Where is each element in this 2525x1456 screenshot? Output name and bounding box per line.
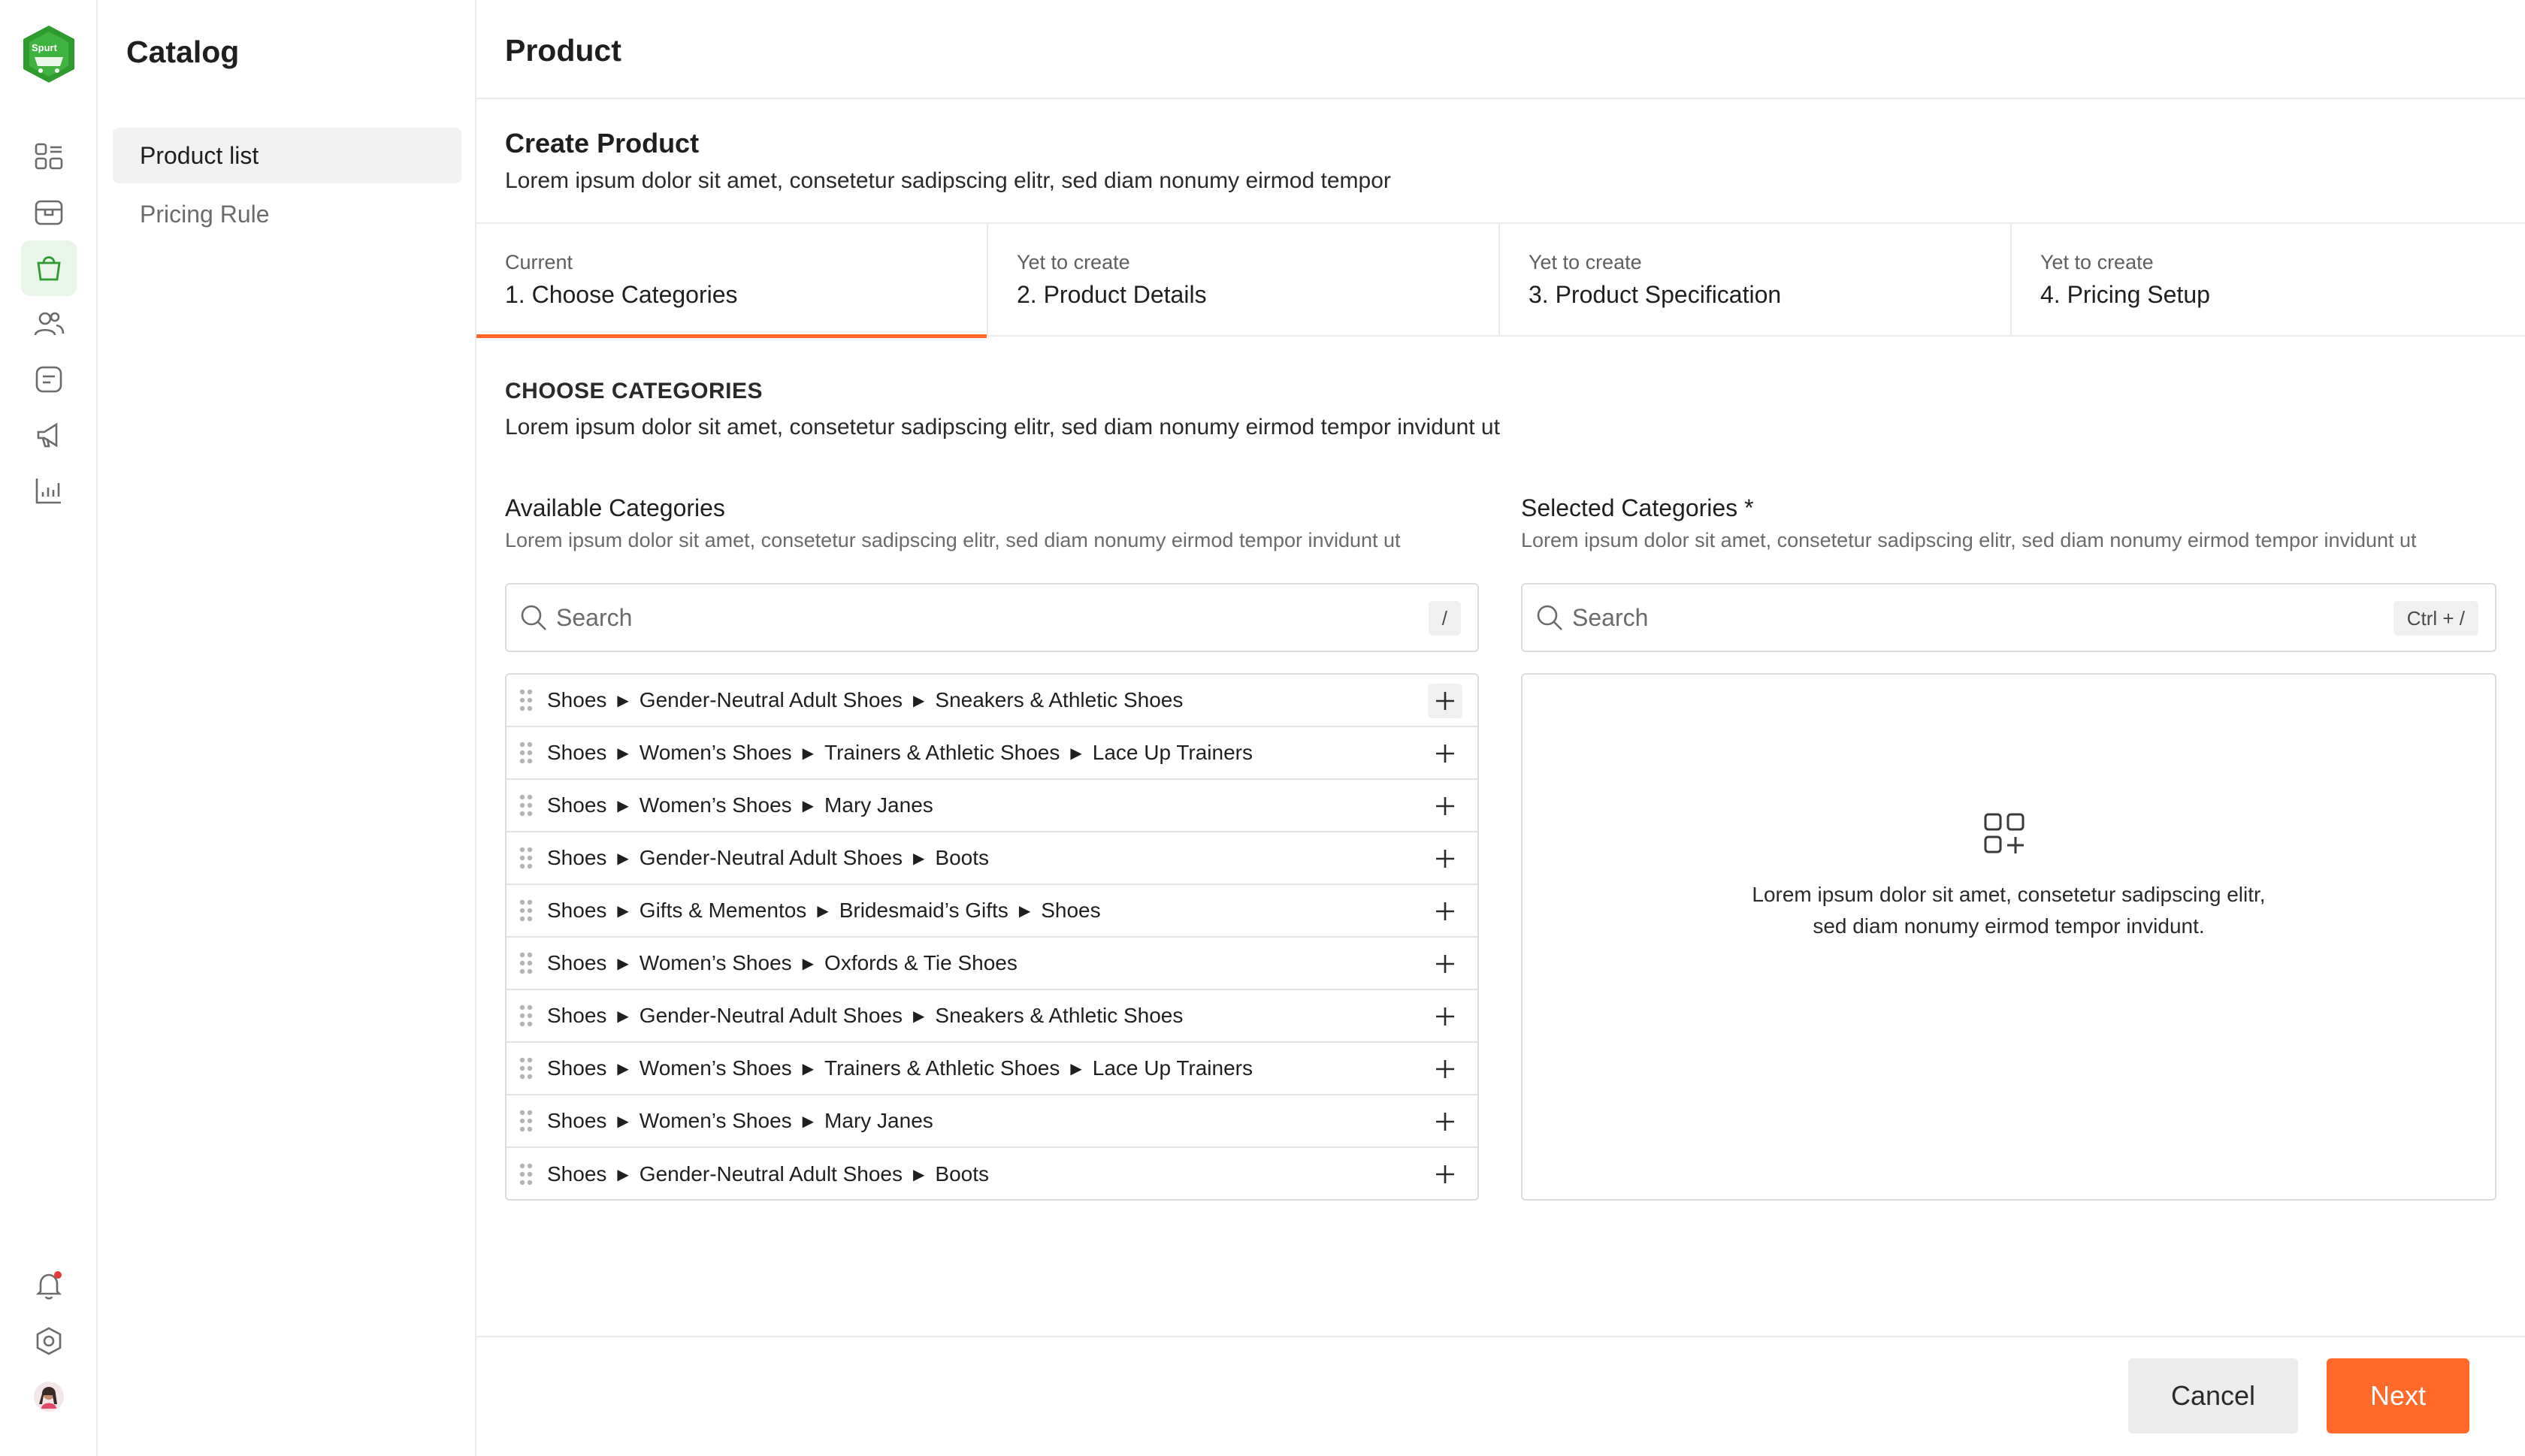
category-path-segment: Gender-Neutral Adult Shoes bbox=[639, 688, 903, 711]
drag-handle-icon[interactable] bbox=[517, 898, 535, 923]
search-shortcut-hint: Ctrl + / bbox=[2393, 601, 2478, 636]
add-category-button[interactable] bbox=[1428, 736, 1462, 771]
add-category-button[interactable] bbox=[1428, 684, 1462, 718]
drag-handle-icon[interactable] bbox=[517, 1108, 535, 1134]
plus-icon bbox=[1434, 1005, 1456, 1028]
plus-icon bbox=[1434, 742, 1456, 765]
shopping-bag-icon[interactable] bbox=[21, 240, 77, 296]
caret-right-icon: ▶ bbox=[913, 1007, 925, 1025]
category-path-segment: Women’s Shoes bbox=[639, 1056, 792, 1080]
category-path-segment: Women’s Shoes bbox=[639, 741, 792, 764]
users-icon[interactable] bbox=[21, 296, 77, 352]
step-pricing-setup[interactable] bbox=[2012, 224, 2523, 337]
analytics-icon[interactable] bbox=[21, 463, 77, 518]
plus-icon bbox=[1434, 953, 1456, 975]
category-path-segment: Gifts & Mementos bbox=[639, 899, 807, 922]
create-product-subtitle: Lorem ipsum dolor sit amet, consetetur sadipscing elitr, sed diam nonumy eirmod tempor bbox=[505, 168, 1391, 193]
category-path-segment: Boots bbox=[935, 846, 990, 869]
category-path bbox=[547, 1056, 1253, 1080]
spurt-logo[interactable] bbox=[21, 24, 77, 84]
plus-icon bbox=[1434, 1110, 1456, 1133]
caret-right-icon: ▶ bbox=[617, 1007, 629, 1025]
category-row[interactable] bbox=[507, 832, 1477, 885]
step-label: 4. Pricing Setup bbox=[2040, 281, 2210, 308]
caret-right-icon: ▶ bbox=[802, 1060, 815, 1077]
step-choose-categories[interactable] bbox=[476, 224, 988, 337]
top-bar bbox=[476, 0, 2525, 99]
plus-icon bbox=[1434, 900, 1456, 923]
drag-handle-icon[interactable] bbox=[517, 1003, 535, 1029]
main-content bbox=[476, 0, 2525, 1456]
step-status: Current bbox=[505, 251, 573, 273]
category-path-segment: Gender-Neutral Adult Shoes bbox=[639, 846, 903, 869]
add-category-button[interactable] bbox=[1428, 894, 1462, 929]
create-product-title: Create Product bbox=[505, 128, 700, 159]
selected-search-box bbox=[1521, 583, 2496, 652]
sidebar-item-pricing-rule[interactable] bbox=[113, 186, 461, 242]
drag-handle-icon[interactable] bbox=[517, 1056, 535, 1081]
caret-right-icon: ▶ bbox=[1070, 1060, 1082, 1077]
icon-rail bbox=[0, 0, 98, 1456]
category-path-segment: Gender-Neutral Adult Shoes bbox=[639, 1162, 903, 1186]
step-label: 1. Choose Categories bbox=[505, 281, 738, 308]
category-path bbox=[547, 741, 1253, 765]
search-icon bbox=[519, 603, 549, 633]
category-row[interactable] bbox=[507, 938, 1477, 990]
category-path-segment: Sneakers & Athletic Shoes bbox=[935, 1004, 1184, 1027]
drag-handle-icon[interactable] bbox=[517, 687, 535, 713]
step-label: 2. Product Details bbox=[1017, 281, 1207, 308]
category-path-segment: Trainers & Athletic Shoes bbox=[824, 1056, 1060, 1080]
category-path-segment: Shoes bbox=[547, 688, 607, 711]
caret-right-icon: ▶ bbox=[617, 955, 629, 972]
plus-icon bbox=[1434, 795, 1456, 817]
section-title: CHOOSE CATEGORIES bbox=[505, 379, 763, 403]
category-path-segment: Mary Janes bbox=[824, 1109, 933, 1132]
step-product-details[interactable] bbox=[988, 224, 1500, 337]
category-path-segment: Women’s Shoes bbox=[639, 1109, 792, 1132]
plus-icon bbox=[1434, 1058, 1456, 1080]
cancel-button[interactable]: Cancel bbox=[2128, 1358, 2298, 1433]
caret-right-icon: ▶ bbox=[1070, 745, 1082, 762]
page-title: Product bbox=[505, 33, 621, 68]
category-path-segment: Women’s Shoes bbox=[639, 951, 792, 974]
available-categories-title: Available Categories bbox=[505, 494, 725, 521]
caret-right-icon: ▶ bbox=[617, 1113, 629, 1130]
category-path bbox=[547, 1109, 933, 1133]
category-row[interactable] bbox=[507, 990, 1477, 1043]
caret-right-icon: ▶ bbox=[817, 902, 829, 920]
category-path bbox=[547, 1004, 1183, 1028]
caret-right-icon: ▶ bbox=[617, 850, 629, 867]
add-category-button[interactable] bbox=[1428, 947, 1462, 981]
add-category-button[interactable] bbox=[1428, 1104, 1462, 1139]
category-row[interactable] bbox=[507, 727, 1477, 780]
category-path bbox=[547, 1162, 989, 1186]
category-path-segment: Shoes bbox=[547, 1004, 607, 1027]
caret-right-icon: ▶ bbox=[802, 1113, 815, 1130]
category-path-segment: Sneakers & Athletic Shoes bbox=[935, 688, 1184, 711]
user-avatar[interactable] bbox=[21, 1369, 77, 1424]
step-label: 3. Product Specification bbox=[1529, 281, 1782, 308]
category-path-segment: Trainers & Athletic Shoes bbox=[824, 741, 1060, 764]
add-category-button[interactable] bbox=[1428, 1157, 1462, 1192]
category-row[interactable] bbox=[507, 1148, 1477, 1201]
settings-icon[interactable] bbox=[21, 1313, 77, 1369]
category-path-segment: Gender-Neutral Adult Shoes bbox=[639, 1004, 903, 1027]
step-status: Yet to create bbox=[1529, 251, 1642, 273]
caret-right-icon: ▶ bbox=[913, 850, 925, 867]
add-category-grid-icon bbox=[1981, 810, 2029, 858]
category-path-segment: Shoes bbox=[547, 846, 607, 869]
category-path-segment: Shoes bbox=[547, 1056, 607, 1080]
category-path-segment: Shoes bbox=[1041, 899, 1101, 922]
sidebar-item-product-list[interactable] bbox=[113, 128, 461, 183]
category-row[interactable] bbox=[507, 780, 1477, 832]
drag-handle-icon[interactable] bbox=[517, 950, 535, 976]
add-category-button[interactable] bbox=[1428, 789, 1462, 823]
step-status: Yet to create bbox=[2040, 251, 2154, 273]
available-categories-subtitle: Lorem ipsum dolor sit amet, consetetur sadipscing elitr, sed diam nonumy eirmod tempor invidunt ut bbox=[505, 529, 1401, 551]
section-subtitle: Lorem ipsum dolor sit amet, consetetur sadipscing elitr, sed diam nonumy eirmod tempor invidunt ut bbox=[505, 415, 1500, 440]
category-path-segment: Shoes bbox=[547, 899, 607, 922]
caret-right-icon: ▶ bbox=[617, 1060, 629, 1077]
step-product-specification[interactable] bbox=[1500, 224, 2012, 337]
drag-handle-icon[interactable] bbox=[517, 845, 535, 871]
available-categories-list bbox=[505, 673, 1479, 1201]
empty-state-text bbox=[1523, 879, 2495, 942]
content-icon[interactable] bbox=[21, 352, 77, 407]
category-path-segment: Bridesmaid’s Gifts bbox=[839, 899, 1008, 922]
caret-right-icon: ▶ bbox=[802, 745, 815, 762]
selected-categories-title: Selected Categories * bbox=[1521, 494, 1754, 521]
caret-right-icon: ▶ bbox=[913, 1166, 925, 1183]
category-row[interactable] bbox=[507, 675, 1477, 727]
search-icon bbox=[1535, 603, 1565, 633]
plus-icon bbox=[1434, 1163, 1456, 1186]
category-path-segment: Shoes bbox=[547, 1162, 607, 1186]
category-path-segment: Shoes bbox=[547, 951, 607, 974]
drag-handle-icon[interactable] bbox=[517, 1161, 535, 1187]
category-path-segment: Shoes bbox=[547, 1109, 607, 1132]
category-row[interactable] bbox=[507, 885, 1477, 938]
caret-right-icon: ▶ bbox=[617, 902, 629, 920]
footer-actions bbox=[476, 1336, 2525, 1456]
caret-right-icon: ▶ bbox=[802, 797, 815, 814]
category-path-segment: Mary Janes bbox=[824, 793, 933, 817]
drag-handle-icon[interactable] bbox=[517, 740, 535, 766]
category-path bbox=[547, 951, 1018, 975]
category-path-segment: Lace Up Trainers bbox=[1092, 741, 1253, 764]
caret-right-icon: ▶ bbox=[1018, 902, 1031, 920]
sidebar-title: Catalog bbox=[126, 35, 240, 69]
selected-categories-empty-state bbox=[1521, 673, 2496, 1201]
plus-icon bbox=[1434, 847, 1456, 870]
category-path-segment: Women’s Shoes bbox=[639, 793, 792, 817]
category-path-segment: Shoes bbox=[547, 741, 607, 764]
category-path bbox=[547, 846, 989, 870]
available-search-box bbox=[505, 583, 1479, 652]
step-status: Yet to create bbox=[1017, 251, 1130, 273]
sidebar-item-label: Pricing Rule bbox=[140, 200, 270, 228]
category-path-segment: Oxfords & Tie Shoes bbox=[824, 951, 1018, 974]
search-shortcut-hint: / bbox=[1429, 601, 1461, 636]
category-path-segment: Shoes bbox=[547, 793, 607, 817]
caret-right-icon: ▶ bbox=[617, 1166, 629, 1183]
category-path-segment: Lace Up Trainers bbox=[1092, 1056, 1253, 1080]
category-path-segment: Boots bbox=[935, 1162, 990, 1186]
caret-right-icon: ▶ bbox=[617, 745, 629, 762]
category-path bbox=[547, 793, 933, 817]
caret-right-icon: ▶ bbox=[617, 797, 629, 814]
category-path bbox=[547, 899, 1101, 923]
caret-right-icon: ▶ bbox=[802, 955, 815, 972]
dashboard-icon[interactable] bbox=[21, 129, 77, 185]
megaphone-icon[interactable] bbox=[21, 407, 77, 463]
orders-box-icon[interactable] bbox=[21, 185, 77, 240]
category-row[interactable] bbox=[507, 1095, 1477, 1148]
caret-right-icon: ▶ bbox=[913, 692, 925, 709]
plus-icon bbox=[1434, 690, 1456, 712]
add-category-button[interactable] bbox=[1428, 999, 1462, 1034]
selected-categories-subtitle: Lorem ipsum dolor sit amet, consetetur sadipscing elitr, sed diam nonumy eirmod tempor invidunt ut bbox=[1521, 529, 2417, 551]
catalog-sidebar bbox=[98, 0, 476, 1456]
next-button[interactable]: Next bbox=[2327, 1358, 2469, 1433]
stepper bbox=[476, 222, 2525, 337]
empty-state-line: sed diam nonumy eirmod tempor invidunt. bbox=[1813, 914, 2205, 938]
available-search-input[interactable] bbox=[556, 604, 1227, 632]
category-row[interactable] bbox=[507, 1043, 1477, 1095]
empty-state-line: Lorem ipsum dolor sit amet, consetetur sadipscing elitr, bbox=[1752, 883, 2266, 906]
caret-right-icon: ▶ bbox=[617, 692, 629, 709]
add-category-button[interactable] bbox=[1428, 1052, 1462, 1086]
sidebar-item-label: Product list bbox=[140, 141, 259, 169]
logo-text: Spurt bbox=[32, 42, 57, 53]
category-path bbox=[547, 688, 1183, 712]
add-category-button[interactable] bbox=[1428, 841, 1462, 876]
drag-handle-icon[interactable] bbox=[517, 793, 535, 818]
notification-bell-icon[interactable] bbox=[21, 1258, 77, 1313]
selected-search-input[interactable] bbox=[1572, 604, 2245, 632]
